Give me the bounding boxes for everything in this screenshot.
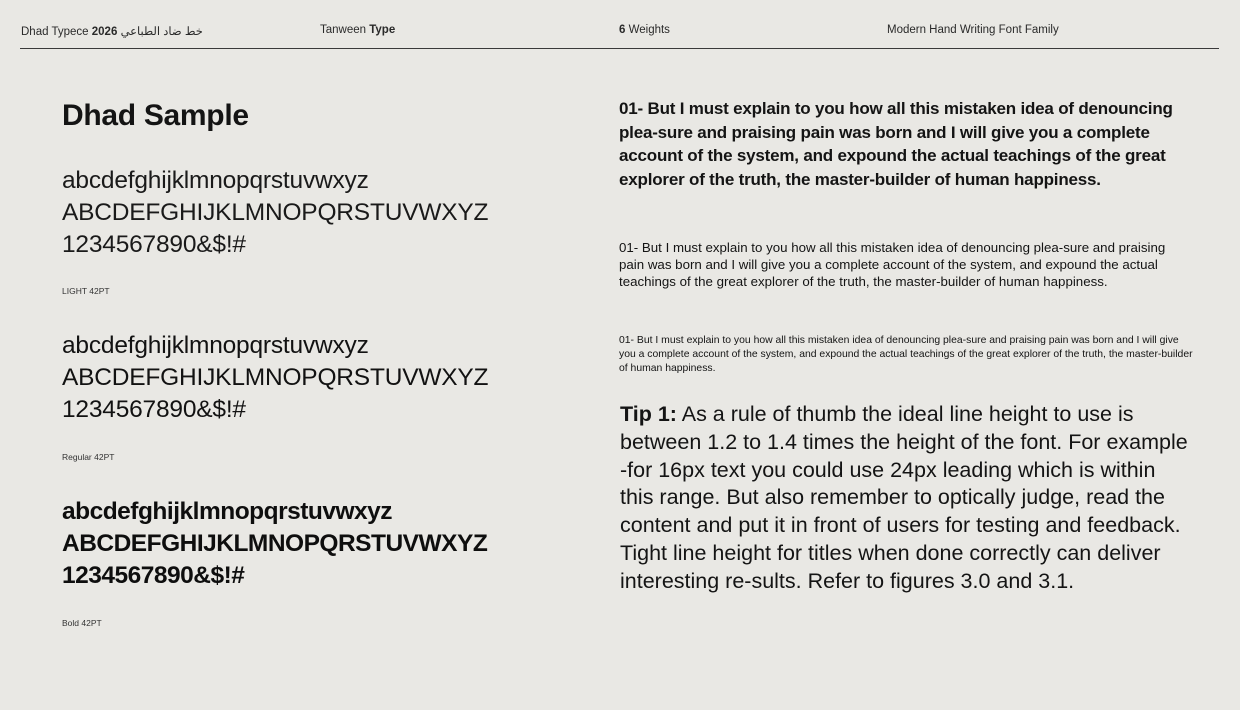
header-foundry-b: Type (369, 24, 396, 36)
header-family: Modern Hand Writing Font Family (887, 24, 1059, 36)
paragraph-medium: 01- But I must explain to you how all this mistaken idea of denouncing plea-sure and praising pain was born and I will give you a complete account of the system, and expound the actual teachings of the great explorer of the truth, the master-builder of human happiness. (619, 240, 1166, 289)
header-year: 2026 (91, 26, 118, 38)
paragraph-large: 01- But I must explain to you how all this mistaken idea of denouncing plea-sure and praising pain was born and I will give you a complete account of the system, and expound the actual teachings of the great explorer of the truth, the master-builder of human happiness. (619, 99, 1173, 189)
regular-lowercase: abcdefghijklmnopqrstuvwxyz (62, 332, 369, 359)
header-weights-rest: Weights (625, 24, 670, 36)
paragraph-small: 01- But I must explain to you how all this mistaken idea of denouncing plea-sure and praising pain was born and I will give you a complete account of the system, and expound the actual teachings of the great explorer of the truth, the master-builder of human happiness. (619, 335, 1193, 374)
sample-title: Dhad Sample (62, 99, 249, 132)
regular-uppercase: ABCDEFGHIJKLMNOPQRSTUVWXYZ (62, 364, 489, 391)
light-uppercase: ABCDEFGHIJKLMNOPQRSTUVWXYZ (62, 199, 489, 226)
header-prefix: Dhad Typece (21, 26, 92, 38)
regular-specimen (62, 330, 488, 426)
tip-text: As a rule of thumb the ideal line height to use is between 1.2 to 1.4 times the height of the font. For example -for 16px text you could use 24px leading which is within this range. But also remember to optically judge, read the content and put it in front of users for testing and feedback. Tight line height for titles when done correctly can deliver interesting re-sults. Refer to figures 3.0 and 3.1. (620, 402, 1188, 593)
bold-caption: Bold 42PT (62, 618, 102, 628)
header-foundry-a: Tanween (320, 24, 370, 36)
bold-figures: 1234567890&$!# (62, 562, 245, 589)
tip-block (620, 401, 1190, 596)
light-lowercase: abcdefghijklmnopqrstuvwxyz (62, 167, 369, 194)
bold-uppercase: ABCDEFGHIJKLMNOPQRSTUVWXYZ (62, 530, 488, 557)
header-arabic: خط ضاد الطباعي (120, 26, 203, 38)
bold-lowercase: abcdefghijklmnopqrstuvwxyz (62, 498, 393, 525)
light-specimen (62, 165, 488, 261)
light-caption: LIGHT 42PT (62, 286, 110, 296)
bold-specimen (62, 496, 487, 592)
tip-label: Tip 1: (620, 402, 677, 426)
regular-caption: Regular 42PT (62, 452, 115, 462)
regular-figures: 1234567890&$!# (62, 396, 246, 423)
header-foundry (320, 24, 395, 36)
header-weights (619, 24, 670, 36)
header-left (21, 24, 203, 38)
light-figures: 1234567890&$!# (62, 231, 246, 258)
header-bar (0, 0, 1240, 48)
header-weights-count: 6 (619, 24, 626, 36)
header-divider (20, 48, 1219, 49)
